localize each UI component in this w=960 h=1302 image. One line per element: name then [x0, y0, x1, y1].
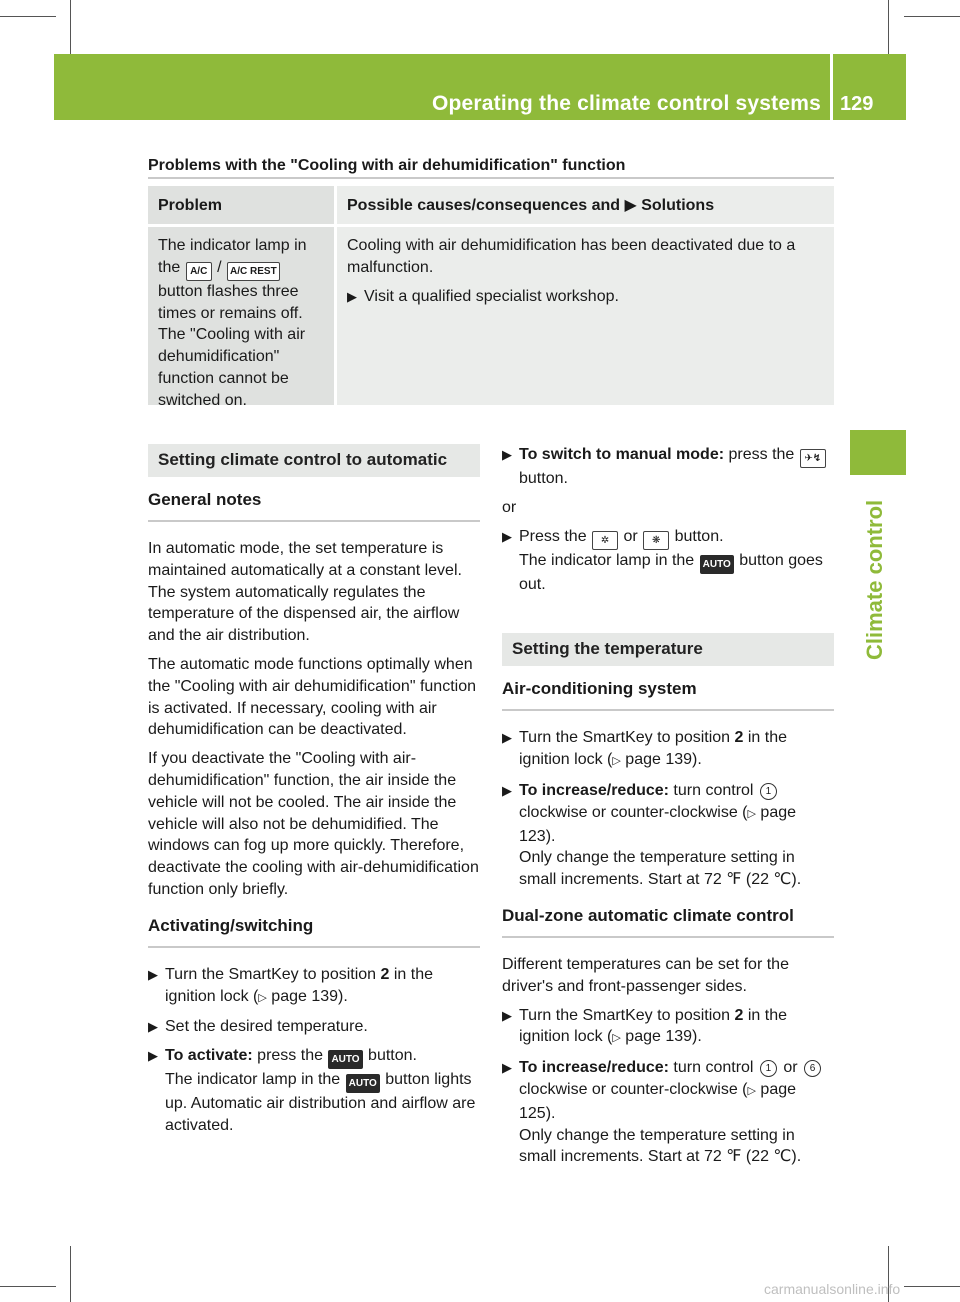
or-text: or	[502, 498, 517, 516]
instruction-step: ▶ Set the desired temperature.	[148, 1016, 480, 1038]
page-number: 129	[840, 93, 874, 115]
subheading-activating: Activating/switching	[148, 915, 480, 948]
arrow-icon: ▶	[347, 288, 357, 304]
arrow-icon: ▶	[502, 1007, 512, 1023]
arrow-icon: ▶	[148, 966, 158, 982]
instruction-step: ▶ Press the ✲ or ❋ button. The indicator lamp in the AUTO button goes out.	[502, 527, 823, 593]
section-heading-automatic: Setting climate control to automatic	[148, 444, 480, 477]
arrow-icon: ▶	[148, 1048, 158, 1064]
auto-button-icon: AUTO	[700, 555, 734, 574]
airflow-button-icon: ✈↯	[800, 449, 826, 468]
paragraph: Different temperatures can be set for the driver's and front-passenger sides.	[502, 955, 789, 995]
control-1-icon: 1	[760, 783, 777, 800]
page-header	[54, 54, 906, 120]
page-ref-icon: ▷	[747, 1084, 756, 1097]
crop-mark	[904, 16, 960, 17]
auto-button-icon: AUTO	[328, 1050, 362, 1069]
paragraph: If you deactivate the "Cooling with air-dehumidification" function, the air inside the vehicle will not be cooled. The air inside the vehicle will also not be dehumidified. The windows can fog up more quickly. Therefore, deactivate the cooling with air-dehumidification function only briefly.	[148, 750, 479, 898]
table-row	[148, 227, 834, 409]
solution-step: ▶ Visit a qualified specialist workshop.	[347, 286, 824, 308]
paragraph: The automatic mode functions optimally when the "Cooling with air dehumidification" function is activated. If necessary, cooling with air dehumidification can be deactivated.	[148, 655, 476, 739]
cell-problem: The indicator lamp in the A/C / A/C REST button flashes three times or remains off. The "Cooling with air dehumidification" function cannot be switched on.	[148, 227, 334, 405]
page-ref-icon: ▷	[612, 755, 621, 768]
fan-increase-button-icon: ❋	[643, 531, 669, 550]
crop-mark	[904, 1286, 960, 1287]
table-title: Problems with the "Cooling with air dehumidification" function	[148, 157, 626, 174]
ac-button-icon: A/C	[186, 262, 212, 281]
crop-mark	[70, 1246, 71, 1302]
arrow-icon: ▶	[502, 447, 512, 462]
problems-table	[148, 186, 834, 409]
crop-mark	[0, 16, 56, 17]
column-header-problem: Problem	[148, 186, 334, 224]
arrow-icon: ▶	[502, 730, 512, 746]
right-column	[502, 444, 834, 1175]
cause-text: Cooling with air dehumidification has been deactivated due to a malfunction.	[347, 237, 796, 276]
subheading-dual-zone: Dual-zone automatic climate control	[502, 905, 834, 938]
column-header-solutions: Possible causes/consequences and ▶ Solutions	[337, 186, 834, 224]
section-tab-label: Climate control	[862, 499, 887, 660]
watermark-url: carmanualsonline.info	[764, 1281, 901, 1297]
instruction-step: ▶ To increase/reduce: turn control 1 or 6 clockwise or counter-clockwise (▷ page 125). Only change the temperature setting in small increments. Start at 72 ℉ (22 ℃).	[502, 1057, 834, 1168]
instruction-step: ▶ To switch to manual mode: press the ✈↯ button.	[502, 444, 834, 490]
control-1-icon: 1	[760, 1060, 777, 1077]
instruction-step: ▶ To increase/reduce: turn control 1 clockwise or counter-clockwise (▷ page 123). Only change the temperature setting in small increments. Start at 72 ℉ (22 ℃).	[502, 781, 802, 889]
page-title: Operating the climate control systems	[431, 92, 821, 115]
ac-rest-button-icon: A/C REST	[227, 262, 280, 281]
page-ref-icon: ▷	[612, 1032, 621, 1045]
divider	[148, 177, 834, 179]
crop-mark	[70, 0, 71, 56]
crop-mark	[888, 0, 889, 56]
page-ref-icon: ▷	[258, 991, 267, 1004]
arrow-icon: ▶	[148, 1019, 158, 1035]
auto-button-icon: AUTO	[346, 1074, 380, 1093]
subheading-air-conditioning: Air-conditioning system	[502, 678, 834, 711]
instruction-step: ▶ Turn the SmartKey to position 2 in the ignition lock (▷ page 139).	[502, 1006, 788, 1046]
subheading-general-notes: General notes	[148, 489, 480, 522]
table-header-row	[148, 186, 834, 224]
cell-solutions	[337, 227, 834, 405]
arrow-icon: ▶	[502, 1060, 512, 1076]
instruction-step: ▶ Turn the SmartKey to position 2 in the ignition lock (▷ page 139).	[148, 965, 434, 1005]
arrow-icon: ▶	[502, 782, 512, 798]
fan-decrease-button-icon: ✲	[592, 531, 618, 550]
control-6-icon: 6	[804, 1060, 821, 1077]
paragraph: In automatic mode, the set temperature is maintained automatically at a constant level. The system automatically regulates the temperature of the dispensed air, the airflow and the air distribution.	[148, 540, 462, 645]
header-divider	[830, 54, 833, 120]
arrow-icon: ▶	[624, 197, 637, 214]
arrow-icon: ▶	[502, 528, 512, 544]
section-heading-temperature: Setting the temperature	[502, 633, 834, 666]
crop-mark	[0, 1286, 56, 1287]
instruction-step: ▶ Turn the SmartKey to position 2 in the ignition lock (▷ page 139).	[502, 729, 788, 769]
left-column	[148, 444, 480, 1144]
page-ref-icon: ▷	[747, 807, 756, 820]
instruction-step: ▶ To activate: press the AUTO button. The indicator lamp in the AUTO button lights up. Automatic air distribution and airflow are activated.	[148, 1047, 476, 1134]
